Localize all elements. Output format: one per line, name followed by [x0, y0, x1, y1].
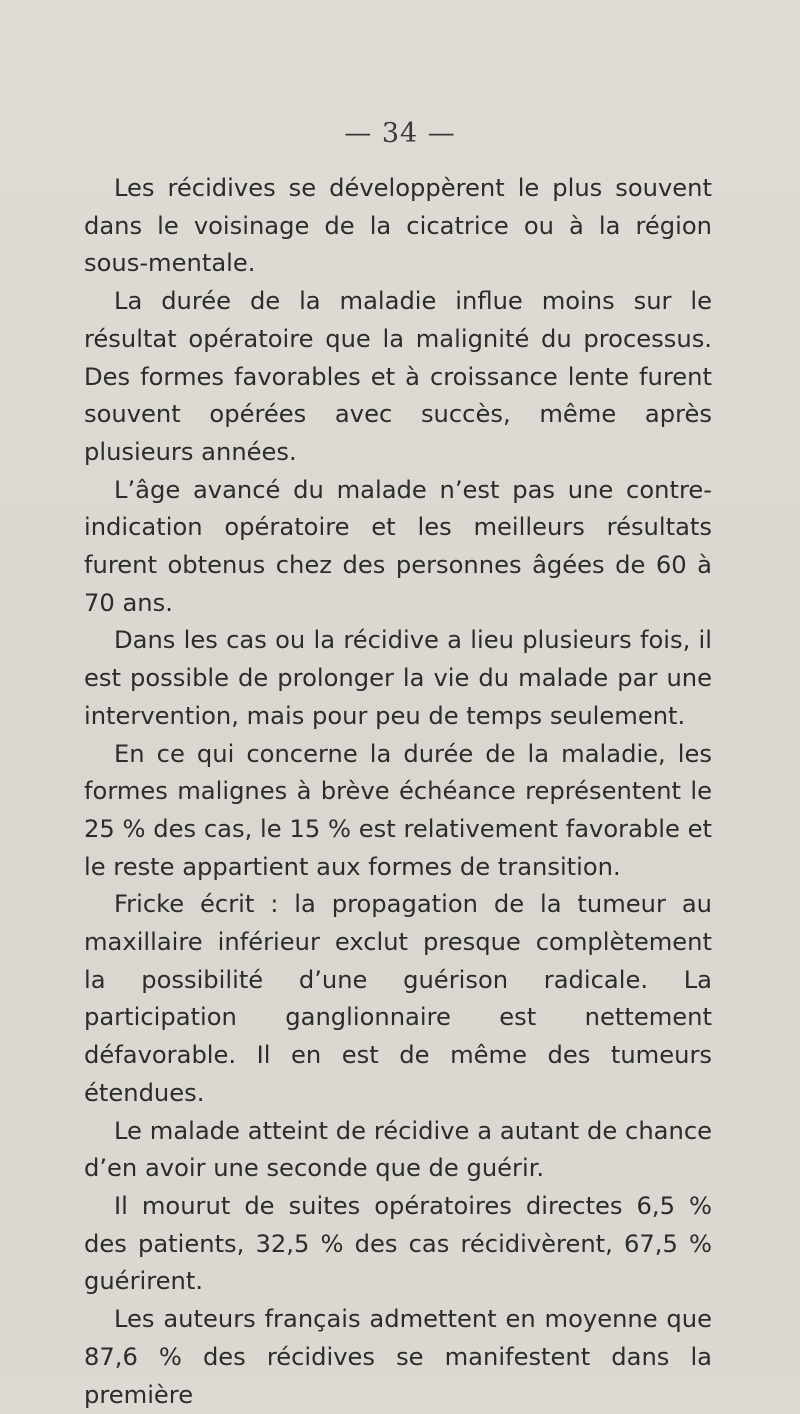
paragraph: L’âge avancé du malade n’est pas une contre-indication opératoire et les meilleurs résultats furent obtenus chez des personnes âgées de 60 à 70 ans. [84, 475, 712, 617]
paragraph: Le malade atteint de récidive a autant de chance d’en avoir une seconde que de guérir. [84, 1116, 712, 1183]
paragraph: Dans les cas ou la récidive a lieu plusieurs fois, il est possible de prolonger la vie du malade par une intervention, mais pour peu de temps seulement. [84, 626, 712, 730]
paragraph: Les auteurs français admettent en moyenne que 87,6 % des récidives se manifestent dans la première [84, 1305, 712, 1409]
paragraph: La durée de la maladie influe moins sur le résultat opératoire que la malignité du processus. Des formes favorables et à croissance lente furent souvent opérées avec succès, même après plusieurs années. [84, 287, 712, 466]
paragraph: En ce qui concerne la durée de la maladie, les formes malignes à brève échéance représentent le 25 % des cas, le 15 % est relativement favorable et le reste appartient aux formes de transition. [84, 739, 712, 881]
paragraph: Les récidives se développèrent le plus souvent dans le voisinage de la cicatrice ou à la région sous-mentale. [84, 174, 712, 278]
page-number: — 34 — [344, 118, 456, 149]
paragraph: Fricke écrit : la propagation de la tumeur au maxillaire inférieur exclut presque complètement la possibilité d’une guérison radicale. La participation ganglionnaire est nettement défavorable. Il en est de même des tumeurs étendues. [84, 890, 712, 1107]
paragraph: Il mourut de suites opératoires directes 6,5 % des patients, 32,5 % des cas récidivèrent, 67,5 % guérirent. [84, 1191, 712, 1296]
body-text [84, 170, 712, 1414]
